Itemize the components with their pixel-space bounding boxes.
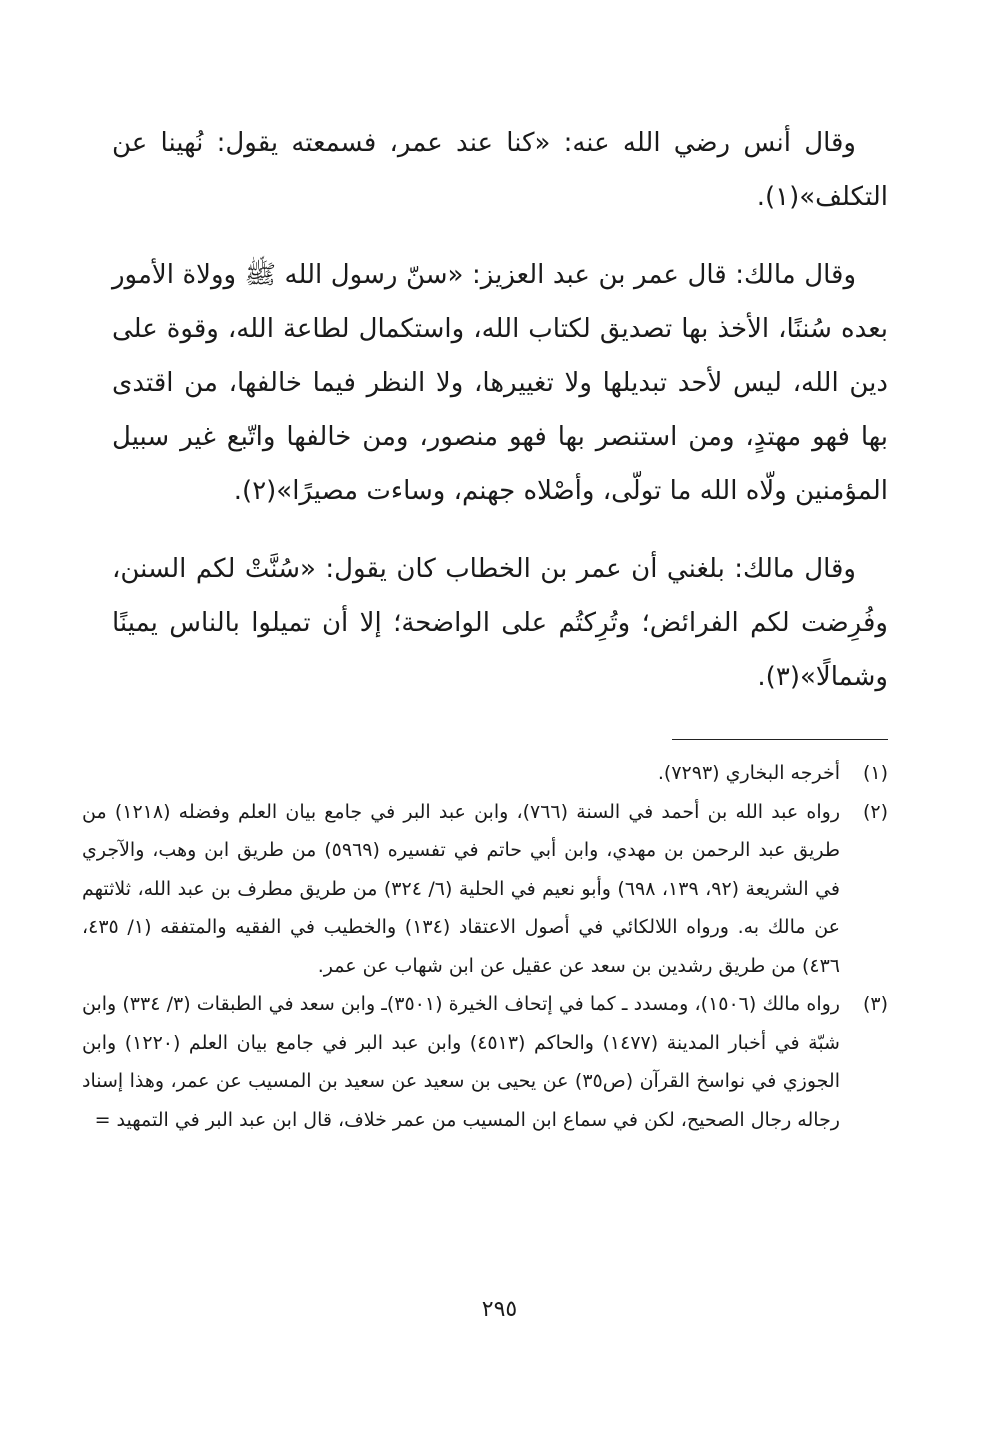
footnote-text: رواه عبد الله بن أحمد في السنة (٧٦٦)، وابن عبد البر في جامع بيان العلم وفضله (١٢١٨) من طريق عبد الرحمن بن مهدي، وابن أبي حاتم في تفسيره (٥٩٦٩) من طريق ابن وهب، والآجري في الشريعة (٩٢، ١٣٩، ٦٩٨) وأبو نعيم في الحلية (٦/ ٣٢٤) من طريق مطرف بن عبد الله، ثلاثتهم عن مالك به. ورواه اللالكائي في أصول الاعتقاد (١٣٤) والخطيب في الفقيه والمتفقه (١/ ٤٣٥، ٤٣٦) من طريق رشدين بن سعد عن عقيل عن ابن شهاب عن عمر. (82, 800, 841, 977)
footnotes (82, 754, 888, 1139)
footnote-number: (٢) (862, 800, 888, 823)
page-number: ٢٩٥ (481, 1297, 518, 1322)
footnote (82, 754, 888, 793)
footnote (82, 793, 888, 986)
footnote-text: أخرجه البخاري (٧٢٩٣). (657, 762, 840, 784)
footnote-separator (672, 739, 888, 740)
footnote (82, 985, 888, 1139)
paragraph: وقال أنس رضي الله عنه: «كنا عند عمر، فسمعته يقول: نُهينا عن التكلف»(١). (112, 128, 888, 212)
paragraph: وقال مالك: قال عمر بن عبد العزيز: «سنّ رسول الله ﷺ وولاة الأمور بعده سُننًا، الأخذ بها تصديق لكتاب الله، واستكمال لطاعة الله، وقوة على دين الله، ليس لأحد تبديلها ولا تغييرها، ولا النظر فيما خالفها، من اقتدى بها فهو مهتدٍ، ومن استنصر بها فهو منصور، ومن خالفها واتّبع غير سبيل المؤمنين ولّاه الله ما تولّى، وأصْلاه جهنم، وساءت مصيرًا»(٢). (112, 260, 888, 506)
main-text (112, 116, 888, 704)
footnote-number: (١) (862, 762, 888, 784)
footnote-number: (٣) (862, 993, 888, 1015)
paragraph: وقال مالك: بلغني أن عمر بن الخطاب كان يقول: «سُنَّتْ لكم السنن، وفُرِضت لكم الفرائض؛ وتُرِكتُم على الواضحة؛ إلا أن تميلوا بالناس يمينًا وشمالًا»(٣). (112, 554, 888, 692)
footnote-text: رواه مالك (١٥٠٦)، ومسدد ـ كما في إتحاف الخيرة (٣٥٠١)ـ وابن سعد في الطبقات (٣/ ٣٣٤) وابن شبّة في أخبار المدينة (١٤٧٧) والحاكم (٤٥١٣) وابن عبد البر في جامع بيان العلم (١٢٢٠) وابن الجوزي في نواسخ القرآن (ص٣٥) عن يحيى بن سعيد عن سعيد بن المسيب عن عمر، وهذا إسناد رجاله رجال الصحيح، لكن في سماع ابن المسيب من عمر خلاف، قال ابن عبد البر في التمهيد = (82, 993, 840, 1131)
